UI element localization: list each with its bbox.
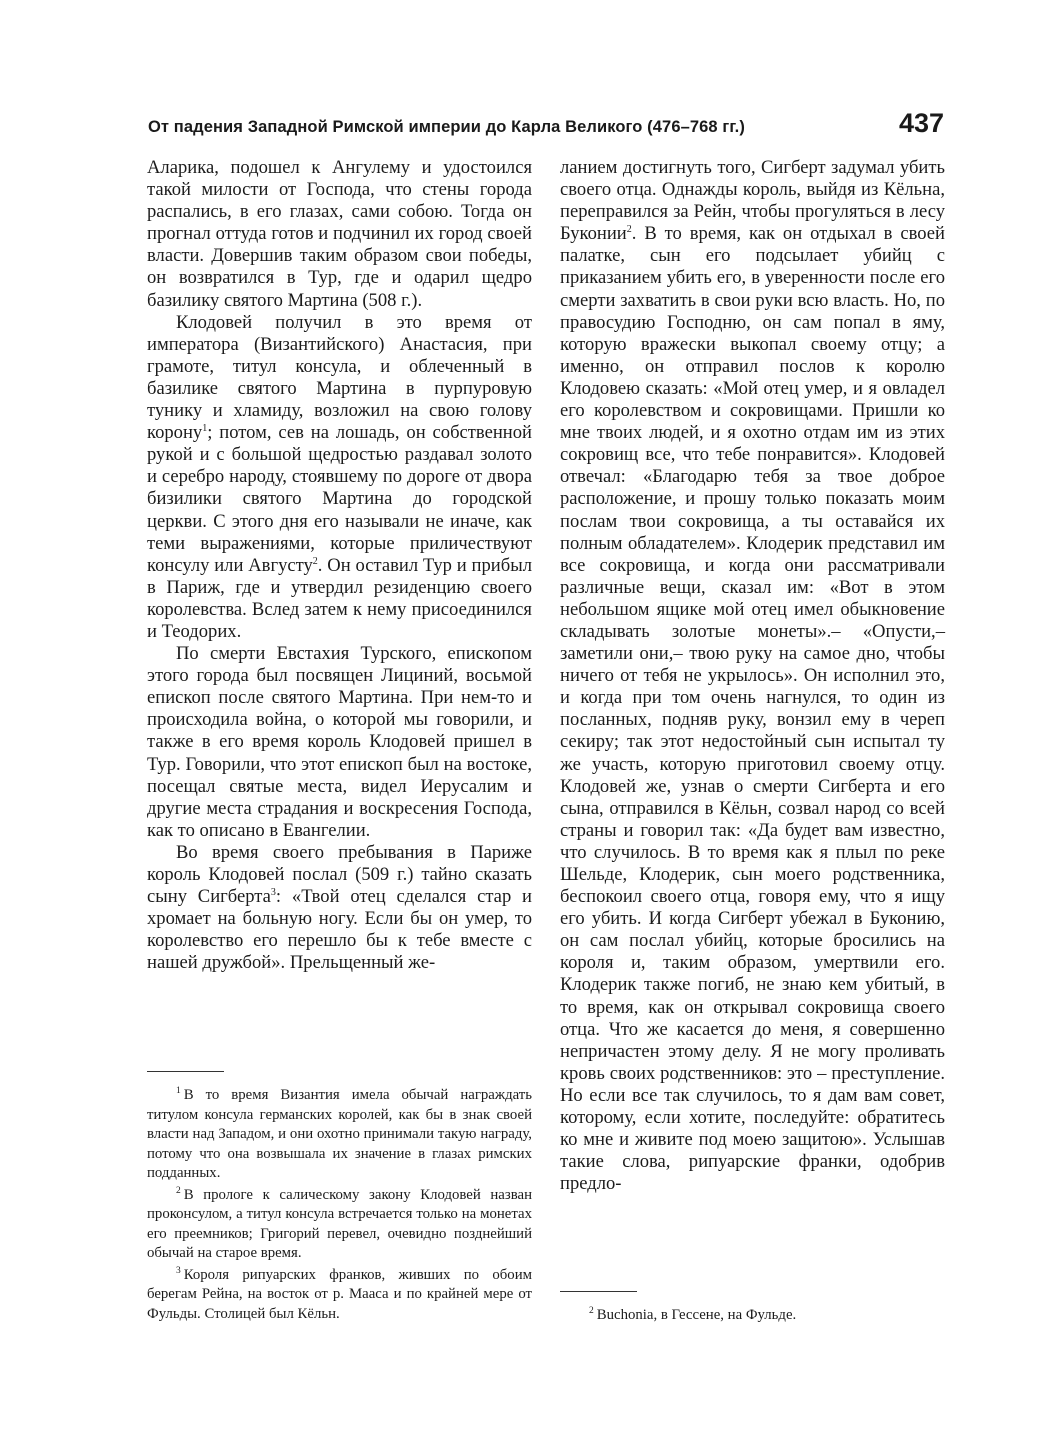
footnote-reference: 1 xyxy=(202,422,208,434)
footnote-text: В прологе к салическому закону Клодовей назван проконсулом, а титул консула встречается только на монетах его преемников; Григорий перевел, очевидно позднейший обычай на старое время. xyxy=(147,1186,532,1261)
footnote xyxy=(560,1306,945,1326)
footnote-mark: 2 xyxy=(589,1306,594,1317)
footnote xyxy=(147,1086,532,1184)
paragraph xyxy=(147,312,532,643)
footnote xyxy=(147,1186,532,1264)
paragraph-text: Клодовей получил в это время от императора (Византийского) Анастасия, при грамоте, титул консула, и облеченный в базилике святого Мартина в пурпуровую тунику и хламиду, возложил на свою голову корону xyxy=(147,311,532,444)
footnote-divider xyxy=(147,1071,224,1072)
paragraph xyxy=(560,157,945,1195)
footnote-reference: 3 xyxy=(270,886,276,898)
footnote xyxy=(147,1266,532,1325)
footnote-divider xyxy=(560,1291,637,1292)
paragraph-text: : «Твой отец сделался стар и хромает на больную ногу. Если бы он умер, то королевство его перешло бы к тебе вместе с нашей дружбой». Прельщенный же- xyxy=(147,886,532,974)
paragraph-text: Во время своего пребывания в Париже король Клодовей послал (509 г.) тайно сказать сыну Сигберта xyxy=(147,841,532,908)
footnote-reference: 2 xyxy=(312,555,318,567)
footnote-mark: 3 xyxy=(176,1265,181,1276)
paragraph-text: . Он оставил Тур и прибыл в Париж, где и утвердил резиденцию своего королевства. Вслед затем к нему присоединился и Теодорих. xyxy=(147,554,532,642)
paragraph-text: ланием достигнуть того, Сигберт задумал убить своего отца. Однажды король, выйдя из Кёльна, переправился за Рейн, чтобы прогуляться в лесу Буконии xyxy=(560,157,945,245)
footnotes-right xyxy=(560,1306,945,1328)
paragraph: Аларика, подошел к Ангулему и удостоился такой милости от Господа, что стены города распались, в его глазах, сами собою. Тогда он прогнал оттуда готов и подчинил их город своей власти. Довершив таким образом свои победы, он возвратился в Тур, где и одарил щедро базилику святого Мартина (508 г.). xyxy=(147,157,532,311)
footnotes-left xyxy=(147,1086,532,1326)
paragraph-text: . В то время, как он отдыхал в своей палатке, сын его подсылает убийц с приказанием убить его, в уверенности после его смерти захватить в свои руки всю власть. Но, по правосудию Господню, он сам попал в яму, которую вражески выкопал своему отцу; а именно, он отправил послов к королю Клодовею сказать: «Мой отец умер, и я овладел его королевством и сокровищами. Пришли ко мне твоих людей, и я охотно отдам им из этих сокровищ все, что тебе понравится». Клодовей отвечал: «Благодарю тебя за твое доброе расположение, и прошу только показать моим послам твои сокровища, а ты оставайся их полным обладателем». Клодерик представил им все сокровища, и когда они рассматривали различные вещи, сказал им: «Вот в этом небольшом ящике мой отец имел обыкновение складывать золотые монеты».– «Опусти,– заметили они,– твою руку на самое дно, чтобы ничего от тебя не укрылось». Он исполнил это, и когда при том очень нагнулся, то один из посланных, подняв руку, вонзил ему в череп секиру; так этот недостойный сын испытал ту же участь, которую приготовил своему отцу. Клодовей же, узнав о смерти Сигберта и его сына, отправился в Кёльн, созвал народ со всей страны и говорил так: «Да будет вам известно, что случилось. В то время как я плыл по реке Шельде, Клодерик, сын моего родственника, беспокоил своего отца, говоря ему, что я ищу его убить. И когда Сигберт убежал в Буконию, он сам послал убийц, которые бросились на короля и, таким образом, умертвили его. Клодерик также погиб, не знаю кем убитый, в то время, как он открывал сокровища своего отца. Что же касается до меня, я совершенно непричастен этому делу. Я не могу проливать кровь своих родственников: это – преступление. Но если все так случилось, то я дам вам совет, которому, если хотите, последуйте: обратитесь ко мне и живите под моею защитою». Услышав такие слова, рипуарские франки, одобрив предло- xyxy=(560,223,945,1195)
footnote-mark: 1 xyxy=(176,1086,181,1097)
paragraph-text: ; потом, сев на лошадь, он собственной рукой и с большой щедростью раздавал золото и серебро народу, стоявшему по дороге от двора бизилики святого Мартина до городской церкви. С этого дня его называли не иначе, как теми выражениями, которые приличествуют консулу или Августу xyxy=(147,422,532,576)
page-header xyxy=(148,108,944,144)
page-number: 437 xyxy=(898,108,944,138)
paragraph: По смерти Евстахия Турского, епископом этого города был посвящен Лициний, восьмой епископ после святого Мартина. При нем-то и происходила война, о которой мы говорили, и также в его время король Клодовей пришел в Тур. Говорили, что этот епископ был на востоке, посещал святые места, видел Иерусалим и другие места страдания и воскресения Господа, как то описано в Евангелии. xyxy=(147,643,532,841)
left-column xyxy=(147,157,532,974)
footnote-text: Короля рипуарских франков, живших по обоим берегам Рейна, на восток от р. Мааса и по крайней мере от Фульды. Столицей был Кёльн. xyxy=(147,1266,532,1322)
footnote-text: Buchonia, в Гессене, на Фульде. xyxy=(596,1307,797,1323)
footnote-mark: 2 xyxy=(176,1185,181,1196)
footnote-text: В то время Византия имела обычай награждать титулом консула германских королей, как бы в знак своей власти над Западом, и они охотно принимали такую награду, потому что она возвышала их значение в глазах римских подданных. xyxy=(147,1087,532,1181)
running-title: От падения Западной Римской империи до Карла Великого (476–768 гг.) xyxy=(148,118,745,136)
right-column xyxy=(560,157,945,1195)
paragraph xyxy=(147,842,532,975)
footnote-reference: 2 xyxy=(626,224,632,236)
